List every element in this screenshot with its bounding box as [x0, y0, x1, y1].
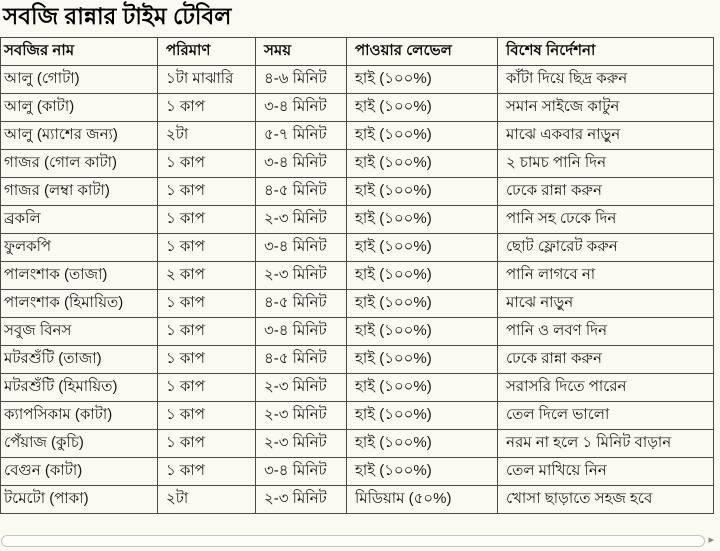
table-cell: হাই (১০০%)	[347, 94, 498, 122]
table-cell: মটরশুঁটি (হিমায়িত)	[1, 374, 158, 402]
table-cell: ৩-৪ মিনিট	[256, 94, 347, 122]
page-title: সবজি রান্নার টাইম টেবিল	[3, 3, 232, 29]
table-cell: ১ কাপ	[158, 234, 256, 262]
table-row	[1, 262, 714, 290]
cooking-time-table	[0, 37, 714, 514]
table-row	[1, 402, 714, 430]
table-cell: ২-৩ মিনিট	[256, 486, 347, 514]
table-cell: খোসা ছাড়াতে সহজ হবে	[498, 486, 714, 514]
table-cell: ৪-৫ মিনিট	[256, 346, 347, 374]
table-cell: ছোট ফ্লোরেট করুন	[498, 234, 714, 262]
table-cell: ৩-৪ মিনিট	[256, 234, 347, 262]
table-row	[1, 206, 714, 234]
header-row	[1, 38, 714, 66]
table-cell: হাই (১০০%)	[347, 66, 498, 94]
table-cell: ৪-৫ মিনিট	[256, 178, 347, 206]
table-cell: হাই (১০০%)	[347, 318, 498, 346]
scroll-right-arrow-icon[interactable]: ▸	[708, 534, 714, 546]
table-cell: ২ কাপ	[158, 262, 256, 290]
table-cell: গাজর (গোল কাটা)	[1, 150, 158, 178]
table-cell: মাঝে নাড়ুন	[498, 290, 714, 318]
table-cell: পানি সহ ঢেকে দিন	[498, 206, 714, 234]
table-cell: ১ কাপ	[158, 178, 256, 206]
table-row	[1, 94, 714, 122]
table-cell: হাই (১০০%)	[347, 262, 498, 290]
table-cell: ১ কাপ	[158, 318, 256, 346]
table-cell: হাই (১০০%)	[347, 290, 498, 318]
table-cell: আলু (ম্যাশের জন্য)	[1, 122, 158, 150]
table-cell: ৩-৪ মিনিট	[256, 458, 347, 486]
table-cell: হাই (১০০%)	[347, 150, 498, 178]
table-cell: ১ কাপ	[158, 402, 256, 430]
table-row	[1, 178, 714, 206]
table-cell: হাই (১০০%)	[347, 234, 498, 262]
table-cell: হাই (১০০%)	[347, 374, 498, 402]
table-cell: ব্রকলি	[1, 206, 158, 234]
table-cell: পানি লাগবে না	[498, 262, 714, 290]
table-cell: হাই (১০০%)	[347, 458, 498, 486]
horizontal-scrollbar[interactable]	[1, 535, 714, 548]
table-cell: হাই (১০০%)	[347, 122, 498, 150]
scrollbar-thumb[interactable]	[1, 535, 705, 547]
table-cell: পালংশাক (হিমায়িত)	[1, 290, 158, 318]
table-cell: ২-৩ মিনিট	[256, 402, 347, 430]
table-cell: ৫-৭ মিনিট	[256, 122, 347, 150]
table-cell: তেল মাখিয়ে নিন	[498, 458, 714, 486]
table-cell: ৪-৫ মিনিট	[256, 290, 347, 318]
table-row	[1, 346, 714, 374]
table-cell: ১ কাপ	[158, 290, 256, 318]
table-cell: ১ কাপ	[158, 430, 256, 458]
column-header: পাওয়ার লেভেল	[347, 38, 498, 66]
table-cell: টমেটো (পাকা)	[1, 486, 158, 514]
table-row	[1, 486, 714, 514]
table-cell: ২-৩ মিনিট	[256, 374, 347, 402]
table-cell: মটরশুঁটি (তাজা)	[1, 346, 158, 374]
table-cell: ৩-৪ মিনিট	[256, 150, 347, 178]
table-cell: ১ কাপ	[158, 150, 256, 178]
table-cell: বেগুন (কাটা)	[1, 458, 158, 486]
table-row	[1, 458, 714, 486]
column-header: বিশেষ নির্দেশনা	[498, 38, 714, 66]
table-row	[1, 234, 714, 262]
table-cell: ২ চামচ পানি দিন	[498, 150, 714, 178]
table-row	[1, 122, 714, 150]
table-cell: পানি ও লবণ দিন	[498, 318, 714, 346]
table-cell: কাঁটা দিয়ে ছিদ্র করুন	[498, 66, 714, 94]
table-row	[1, 374, 714, 402]
table-cell: ফুলকপি	[1, 234, 158, 262]
table-cell: ২টা	[158, 486, 256, 514]
table-cell: তেল দিলে ভালো	[498, 402, 714, 430]
table-cell: গাজর (লম্বা কাটা)	[1, 178, 158, 206]
table-body	[1, 66, 714, 514]
table-cell: ঢেকে রান্না করুন	[498, 346, 714, 374]
column-header: পরিমাণ	[158, 38, 256, 66]
table-cell: মিডিয়াম (৫০%)	[347, 486, 498, 514]
table-cell: সমান সাইজে কাটুন	[498, 94, 714, 122]
table-cell: পালংশাক (তাজা)	[1, 262, 158, 290]
table-cell: হাই (১০০%)	[347, 206, 498, 234]
table-cell: হাই (১০০%)	[347, 346, 498, 374]
table-cell: হাই (১০০%)	[347, 402, 498, 430]
table-cell: হাই (১০০%)	[347, 178, 498, 206]
table-row	[1, 66, 714, 94]
table-cell: নরম না হলে ১ মিনিট বাড়ান	[498, 430, 714, 458]
table-cell: ১ কাপ	[158, 206, 256, 234]
table-cell: আলু (কাটা)	[1, 94, 158, 122]
table-cell: ২-৩ মিনিট	[256, 262, 347, 290]
table-cell: ১টা মাঝারি	[158, 66, 256, 94]
table-header	[1, 38, 714, 66]
table-cell: আলু (গোটা)	[1, 66, 158, 94]
table-cell: ১ কাপ	[158, 94, 256, 122]
table-cell: সবুজ বিনস	[1, 318, 158, 346]
table-cell: ৩-৪ মিনিট	[256, 318, 347, 346]
table-cell: ১ কাপ	[158, 374, 256, 402]
table-cell: ২-৩ মিনিট	[256, 430, 347, 458]
table-row	[1, 430, 714, 458]
column-header: সময়	[256, 38, 347, 66]
table-cell: ঢেকে রান্না করুন	[498, 178, 714, 206]
table-cell: ২-৩ মিনিট	[256, 206, 347, 234]
table-row	[1, 150, 714, 178]
table-cell: ১ কাপ	[158, 346, 256, 374]
table-row	[1, 318, 714, 346]
table-cell: মাঝে একবার নাড়ুন	[498, 122, 714, 150]
table-cell: হাই (১০০%)	[347, 430, 498, 458]
table-cell: ১ কাপ	[158, 458, 256, 486]
table-row	[1, 290, 714, 318]
column-header: সবজির নাম	[1, 38, 158, 66]
table-cell: ক্যাপসিকাম (কাটা)	[1, 402, 158, 430]
table-cell: সরাসরি দিতে পারেন	[498, 374, 714, 402]
table-cell: পেঁয়াজ (কুচি)	[1, 430, 158, 458]
table-cell: ২টা	[158, 122, 256, 150]
table-cell: ৪-৬ মিনিট	[256, 66, 347, 94]
